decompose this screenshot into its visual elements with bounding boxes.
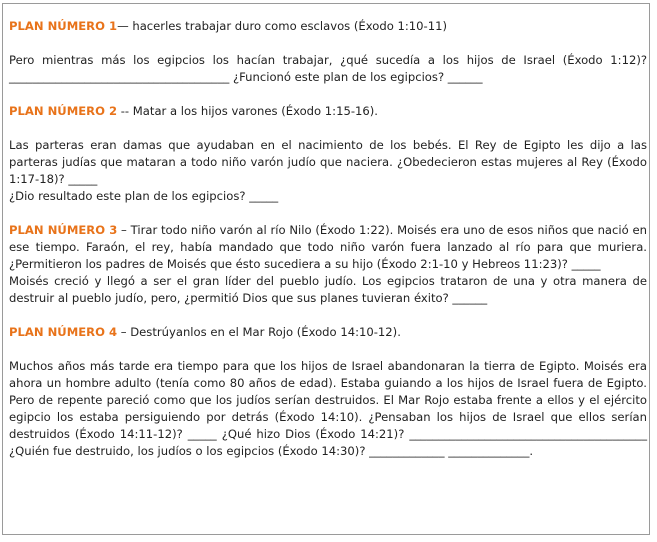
plan-1-heading [9, 18, 647, 35]
spacer [9, 86, 647, 103]
spacer [9, 307, 647, 324]
plan-4-title: – Destrúyanlos en el Mar Rojo (Éxodo 14:10-12). [117, 325, 401, 339]
worksheet-frame [2, 3, 650, 535]
plan-1-label: PLAN NÚMERO 1 [9, 19, 118, 33]
plan-1-text: Pero mientras más los egipcios los hacían trabajar, ¿qué sucedía a los hijos de Israel (Éxodo 1:12)? ______________________________________ ¿Funcionó este plan de los egipcios? ______ [9, 53, 647, 84]
plan-4-heading [9, 324, 647, 341]
spacer [9, 205, 647, 222]
plan-4-label: PLAN NÚMERO 4 [9, 325, 118, 339]
plan-2-label: PLAN NÚMERO 2 [9, 104, 118, 118]
plan-3-heading [9, 222, 647, 273]
spacer [9, 35, 647, 52]
plan-2-text: Las parteras eran damas que ayudaban en el nacimiento de los bebés. El Rey de Egipto les dijo a las parteras judías que mataran a todo niño varón judío que naciera. ¿Obedecieron estas mujeres al Rey (Éxodo 1:17-18)? _____ [9, 138, 647, 186]
plan-3-label: PLAN NÚMERO 3 [9, 223, 118, 237]
plan-2-question: ¿Dio resultado este plan de los egipcios? _____ [9, 189, 279, 203]
plan-1-title: — hacerles trabajar duro como esclavos (Éxodo 1:10-11) [117, 19, 447, 33]
worksheet-content [9, 18, 647, 460]
plan-2-heading [9, 103, 647, 120]
plan-2-title: -- Matar a los hijos varones (Éxodo 1:15-16). [117, 104, 378, 118]
plan-4-text: Muchos años más tarde era tiempo para que los hijos de Israel abandonaran la tierra de Egipto. Moisés era ahora un hombre adulto (tenía como 80 años de edad). Estaba guiando a los hijos de Israel fuera de Egipto. Pero de repente pareció como que los judíos serían destruidos. El Mar Rojo estaba frente a ellos y el ejército egipcio los estaba persiguiendo por detrás (Éxodo 14:10). ¿Pensaban los hijos de Israel que ellos serían destruidos (Éxodo 14:11-12)? _____ ¿Qué hizo Dios (Éxodo 14:21)? _________________________________________ ¿Quién fue destruido, los judíos o los egipcios (Éxodo 14:30)? _____________ ______________. [9, 359, 647, 458]
plan-3-text: Moisés creció y llegó a ser el gran líder del pueblo judío. Los egipcios trataron de una y otra manera de destruir al pueblo judío, pero, ¿permitió Dios que sus planes tuvieran éxito? ______ [9, 274, 647, 305]
spacer [9, 120, 647, 137]
spacer [9, 341, 647, 358]
plan-3-title: – Tirar todo niño varón al río Nilo (Éxodo 1:22). Moisés era uno de esos niños que nació en ese tiempo. Faraón, el rey, había mandado que todo niño varón fuera lanzado al río para que muriera. ¿Permitieron los padres de Moisés que ésto sucediera a su hijo (Éxodo 2:1-10 y Hebreos 11:23)? _____ [9, 223, 647, 271]
